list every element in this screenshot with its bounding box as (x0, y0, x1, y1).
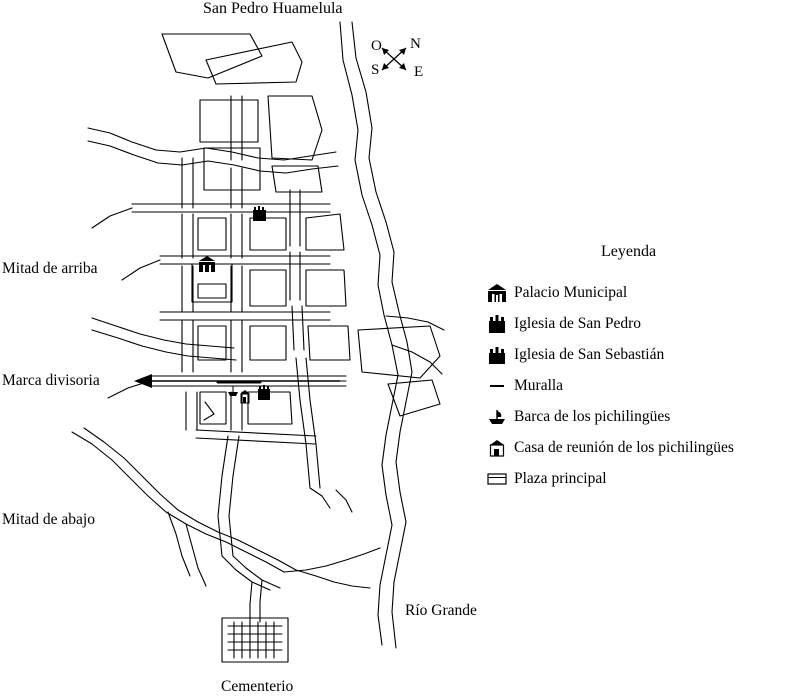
legend-title: Leyenda (601, 243, 657, 260)
label-cementerio: Cementerio (221, 678, 294, 695)
compass-east-label: E (414, 64, 424, 80)
map-title: San Pedro Huamelula (203, 0, 343, 17)
church-san-sebastian-map-icon (258, 385, 270, 400)
meeting-house-icon (480, 439, 514, 457)
legend-item-palacio-municipal (480, 277, 795, 308)
legend-label: Plaza principal (514, 469, 607, 487)
label-mitad-de-arriba: Mitad de arriba (2, 260, 98, 277)
legend-item-barca (480, 401, 795, 432)
legend-label: Iglesia de San Sebastián (514, 345, 665, 363)
label-marca-divisoria: Marca divisoria (2, 372, 100, 389)
legend-item-iglesia-san-pedro (480, 308, 795, 339)
legend-item-plaza-principal (480, 463, 795, 494)
label-mitad-de-abajo: Mitad de abajo (2, 511, 95, 528)
compass-west-label: O (371, 38, 382, 54)
legend-item-muralla (480, 370, 795, 401)
compass-south-label: S (371, 62, 380, 78)
legend-label: Barca de los pichilingües (514, 407, 671, 425)
legend (480, 243, 795, 494)
legend-item-iglesia-san-sebastian (480, 339, 795, 370)
town-hall-map-icon (199, 256, 215, 272)
legend-label: Casa de reunión de los pichilingües (514, 438, 734, 456)
main-plaza-icon (480, 471, 514, 487)
compass-north-label: N (410, 36, 421, 52)
compass-rose (382, 48, 406, 70)
legend-item-casa-reunion (480, 432, 795, 463)
church-san-sebastian-icon (480, 346, 514, 364)
label-rio-grande: Río Grande (405, 602, 477, 619)
legend-label: Muralla (514, 376, 564, 394)
boat-map-icon (228, 386, 238, 396)
church-san-pedro-icon (480, 315, 514, 333)
wall-dash-icon (480, 381, 514, 391)
town-hall-icon (480, 284, 514, 302)
boat-icon (480, 408, 514, 426)
legend-label: Iglesia de San Pedro (514, 314, 641, 332)
legend-label: Palacio Municipal (514, 283, 628, 301)
church-san-pedro-map-icon (253, 206, 266, 221)
